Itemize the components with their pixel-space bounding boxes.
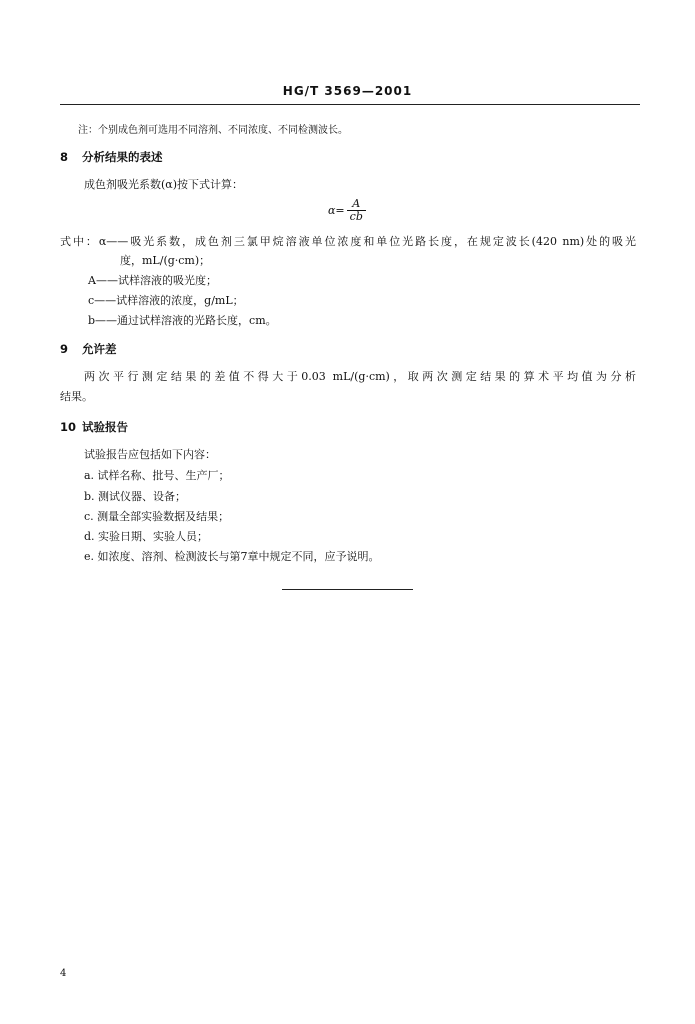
- section-10-title: 试验报告: [82, 420, 129, 434]
- definition-b: b——通过试样溶液的光路长度，cm。: [88, 314, 277, 327]
- section-9-number: 9: [60, 342, 69, 356]
- page-number: 4: [60, 968, 67, 979]
- definition-c: c——试样溶液的浓度，g/mL；: [88, 294, 244, 307]
- formula-lhs: α=: [328, 204, 345, 217]
- section-10-heading: [60, 419, 128, 435]
- section-10-intro: 试验报告应包括如下内容：: [84, 448, 216, 461]
- formula-numerator: A: [352, 197, 361, 210]
- definition-A: A——试样溶液的吸光度；: [88, 274, 217, 287]
- section-8-heading: [60, 149, 163, 165]
- section-9-title: 允许差: [82, 342, 117, 356]
- report-item-e: e. 如浓度、溶剂、检测波长与第7章中规定不同，应予说明。: [84, 550, 380, 563]
- formula-fraction: [347, 198, 366, 223]
- report-item-d: d. 实验日期、实验人员；: [84, 530, 209, 543]
- formula: [328, 198, 366, 223]
- where-clause-line-2: 度，mL/(g·cm)；: [120, 254, 211, 267]
- note-text: 注：个别成色剂可选用不同溶剂、不同浓度、不同检测波长。: [78, 125, 348, 136]
- report-item-a: a. 试样名称、批号、生产厂；: [84, 469, 230, 482]
- section-9-text-line-1: 两次平行测定结果的差值不得大于0.03 mL/(g·cm)，取两次测定结果的算术平均值为分析: [84, 370, 636, 383]
- section-9-text-line-2: 结果。: [60, 390, 93, 403]
- where-clause-line-1: 式中：α——吸光系数，成色剂三氯甲烷溶液单位浓度和单位光路长度，在规定波长(420 nm)处的吸光: [60, 235, 636, 248]
- end-rule: [282, 589, 413, 590]
- section-9-heading: [60, 341, 117, 357]
- report-item-b: b. 测试仪器、设备；: [84, 490, 187, 503]
- section-8-number: 8: [60, 150, 69, 164]
- formula-denominator: cb: [347, 210, 366, 223]
- report-item-c: c. 测量全部实验数据及结果；: [84, 510, 230, 523]
- document-code-header: HG/T 3569—2001: [282, 84, 413, 98]
- section-8-intro: 成色剂吸光系数(α)按下式计算：: [84, 178, 244, 191]
- section-10-number: 10: [60, 420, 77, 434]
- section-8-title: 分析结果的表述: [82, 150, 163, 164]
- header-rule: [60, 104, 640, 105]
